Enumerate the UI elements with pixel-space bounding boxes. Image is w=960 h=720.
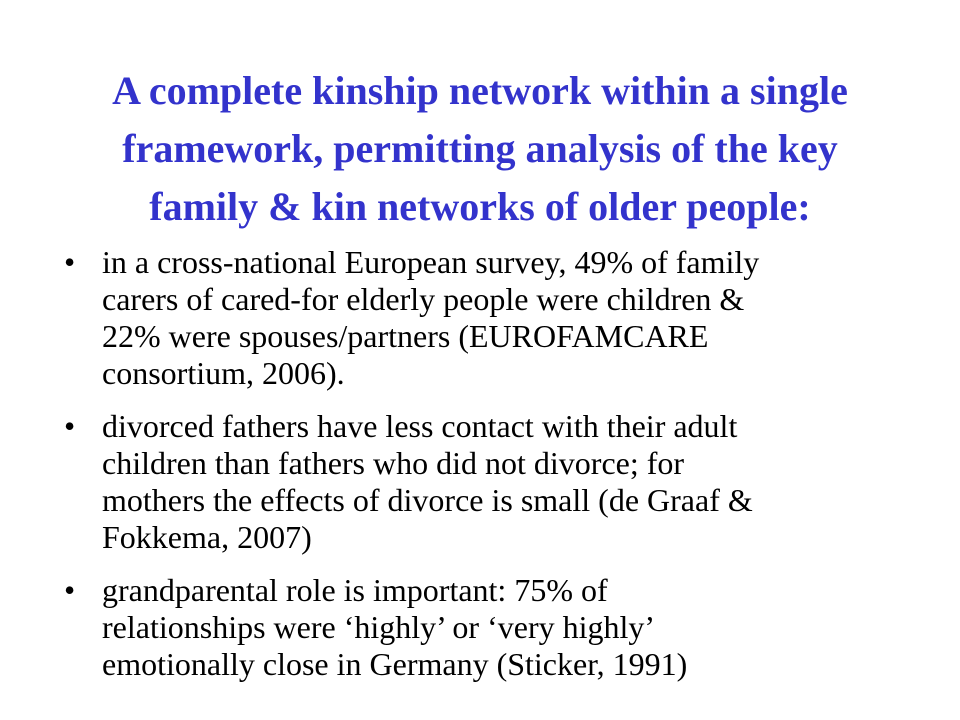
bullet-text-line: emotionally close in Germany (Sticker, 1991) (102, 646, 688, 682)
bullet-item-eurofamcare (64, 244, 924, 392)
title-line: family & kin networks of older people: (149, 184, 811, 229)
bullet-dot-icon: • (64, 244, 76, 280)
bullet-item-grandparental-role (64, 572, 924, 683)
bullet-text-line: consortium, 2006). (102, 355, 345, 391)
bullet-text-line: divorced fathers have less contact with their adult (102, 408, 738, 444)
title-line: framework, permitting analysis of the key (122, 126, 838, 171)
bullet-list (64, 244, 924, 699)
bullet-item-divorced-fathers (64, 408, 924, 556)
bullet-text-line: carers of cared-for elderly people were children & (102, 281, 745, 317)
bullet-text-line: relationships were ‘highly’ or ‘very highly’ (102, 609, 656, 645)
bullet-dot-icon: • (64, 572, 76, 608)
bullet-text-line: in a cross-national European survey, 49% of family (102, 244, 760, 280)
bullet-text-line: mothers the effects of divorce is small (de Graaf & (102, 482, 753, 518)
slide-title (60, 62, 900, 236)
bullet-text-line: grandparental role is important: 75% of (102, 572, 608, 608)
bullet-text-line: Fokkema, 2007) (102, 519, 312, 555)
bullet-dot-icon: • (64, 408, 76, 444)
bullet-text-line: 22% were spouses/partners (EUROFAMCARE (102, 318, 709, 354)
bullet-text-line: children than fathers who did not divorce; for (102, 445, 685, 481)
title-line: A complete kinship network within a single (112, 68, 848, 113)
